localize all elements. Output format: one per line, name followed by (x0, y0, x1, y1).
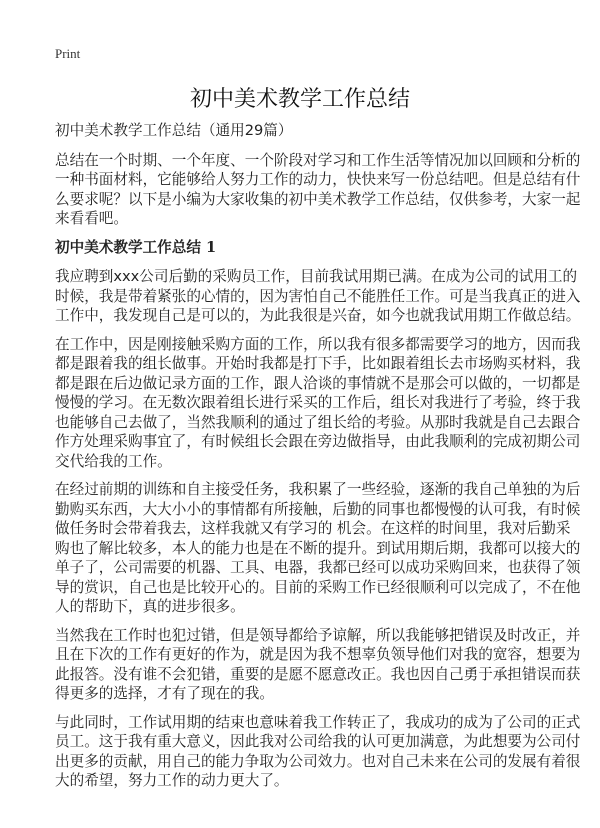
text-line: 交代给我的工作。 (55, 452, 172, 470)
text-line: 购也了解比较多，本人的能力也是在不断的提升。到试用期后期，我都可以接大的 (55, 539, 581, 557)
text-line: 在工作中，因是刚接触采购方面的工作，所以我有很多都需要学习的地方，因而我 (55, 335, 581, 353)
text-line: 导的赏识，自己也是比较开心的。目前的采购工作已经很顺利可以完成了，不在他 (55, 578, 581, 596)
text-line: 做任务时会带着我去，这样我就又有学习的 机会。在这样的时间里，我对后勤采 (55, 520, 571, 537)
text-line: 单子了，公司需要的机器、工具、电器，我都已经可以成功采购回来，也获得了领 (55, 559, 581, 576)
body-paragraph (55, 335, 581, 472)
intro-paragraph (55, 151, 581, 229)
text-line: 也能够自己去做了，当然我顺利的通过了组长给的考验。从那时我就是自己去跟合 (55, 413, 581, 431)
text-line: 作方处理采购事宜了，有时候组长会跟在旁边做指导，由此我顺利的完成初期公司 (55, 433, 581, 450)
document-title: 初中美术教学工作总结 (189, 87, 410, 112)
text-line: 来看看吧。 (55, 210, 128, 227)
body-paragraph (55, 713, 581, 791)
text-line: 此报答。没有谁不会犯错，重要的是愿不愿意改正。我也因自己勇于承担错误而获 (55, 665, 581, 683)
print-link[interactable]: Print (55, 46, 81, 61)
text-line: 人的帮助下，真的进步很多。 (55, 598, 245, 615)
text-line: 总结在一个时期、一个年度、一个阶段对学习和工作生活等情况加以回顾和分析的 (55, 151, 581, 169)
text-line: 勤购买东西，大大小小的事情都有所接触，后勤的同事也都慢慢的认可我，有时候 (55, 500, 581, 518)
body-paragraph (55, 626, 581, 704)
text-line: 得更多的选择，才有了现在的我。 (55, 685, 274, 702)
text-line: 么要求呢？以下是小编为大家收集的初中美术教学工作总结，仅供参考，大家一起 (55, 190, 581, 208)
text-line: 时候，我是带着紧张的心情的，因为害怕自己不能胜任工作。可是当我真正的进入 (55, 287, 581, 305)
text-line: 员工。这于我有重大意义，因此我对公司给我的认可更加满意，为此想要为公司付 (55, 733, 581, 750)
document-subtitle: 初中美术教学工作总结（通用29篇） (55, 122, 293, 139)
section-heading: 初中美术教学工作总结 1 (55, 238, 217, 256)
text-line: 在经过前期的训练和自主接受任务，我积累了一些经验，逐渐的我自己单独的为后 (55, 481, 581, 498)
text-line: 出更多的贡献，用自己的能力争取为公司效力。也对自己未来在公司的发展有着很 (55, 752, 581, 770)
text-line: 当然我在工作时也犯过错，但是领导都给予谅解，所以我能够把错误及时改正，并 (55, 626, 581, 644)
body-paragraph (55, 267, 581, 326)
text-line: 都是跟在后边做记录方面的工作，跟人洽谈的事情就不是那会可以做的，一切都是 (55, 374, 581, 392)
text-line: 一种书面材料，它能够给人努力工作的动力，快快来写一份总结吧。但是总结有什 (55, 171, 581, 188)
text-line: 我应聘到xxx公司后勤的采购员工作，目前我试用期已满。在成为公司的试用工的 (55, 268, 578, 285)
text-line: 且在下次的工作有更好的作为，就是因为我不想辜负领导他们对我的宽容，想要为 (55, 646, 581, 663)
text-line: 与此同时，工作试用期的结束也意味着我工作转正了，我成功的成为了公司的正式 (55, 713, 581, 731)
body-paragraph (55, 480, 581, 617)
text-line: 都是跟着我的组长做事。开始时我都是打下手，比如跟着组长去市场购买材料，我 (55, 355, 581, 372)
text-line: 慢慢的学习。在无数次跟着组长进行采买的工作后，组长对我进行了考验，终于我 (55, 394, 581, 411)
document-body (55, 121, 581, 800)
body-paragraphs (55, 267, 581, 791)
text-line: 大的希望，努力工作的动力更大了。 (55, 772, 289, 789)
text-line: 工作中，我发现自己是可以的，为此我很是兴奋，如今也就我试用期工作做总结。 (55, 307, 581, 324)
